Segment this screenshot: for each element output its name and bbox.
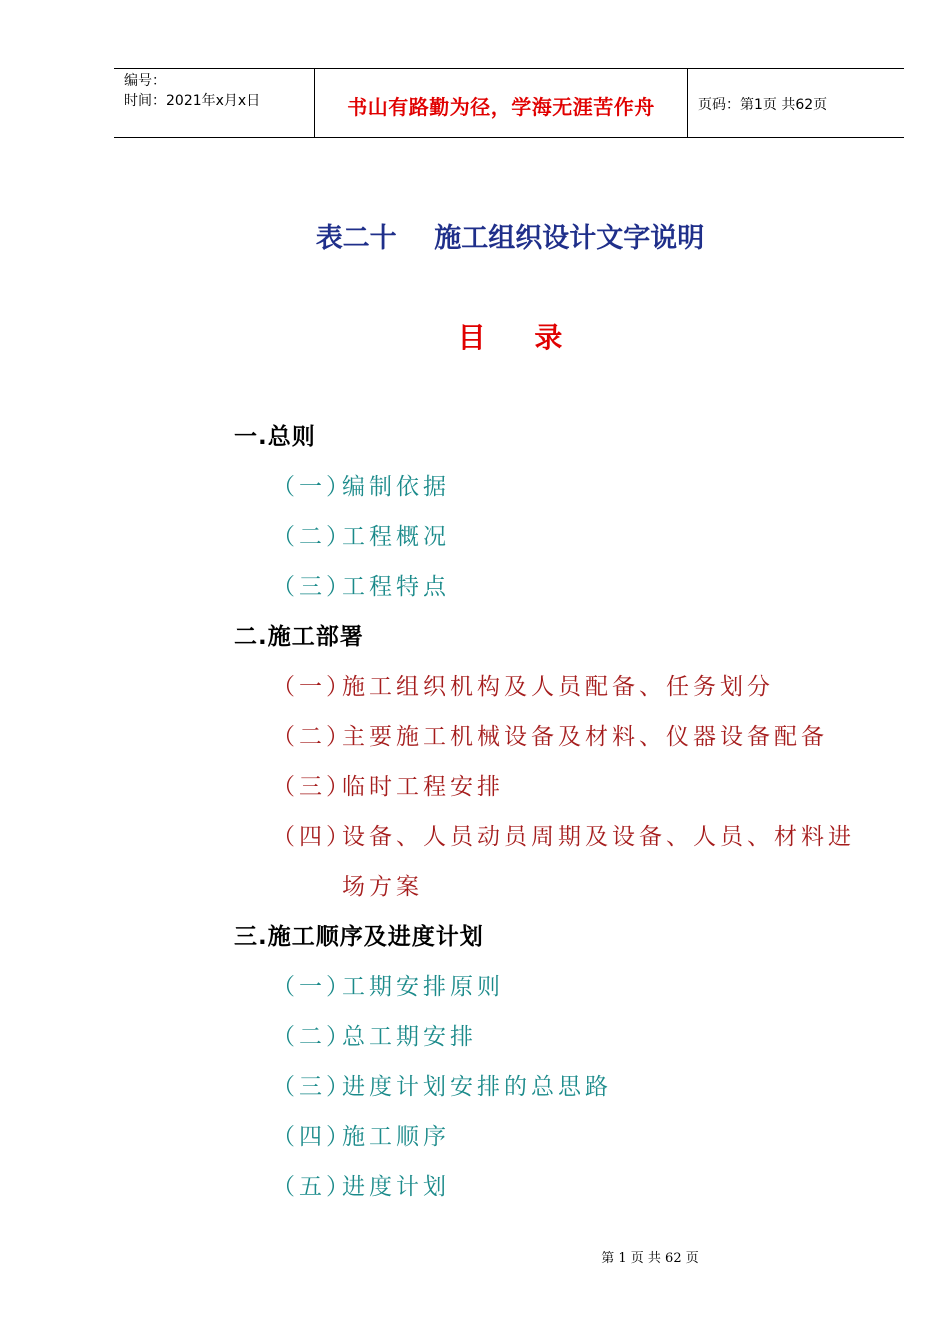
document-title: 表二十 施工组织设计文字说明: [315, 223, 705, 254]
header-meta-cell: [114, 69, 314, 137]
toc-item-text: 进度计划: [342, 1174, 450, 1200]
time-label: 时间：2021年x月x日: [124, 93, 261, 109]
toc-item-number: （一）: [272, 474, 353, 500]
toc-item[interactable]: [234, 662, 874, 712]
header-table: [114, 68, 904, 138]
toc-item[interactable]: [234, 1112, 874, 1162]
toc-item-number: （一）: [272, 674, 353, 700]
toc-item[interactable]: [234, 1062, 874, 1112]
toc-section-heading[interactable]: 三.施工顺序及进度计划: [234, 924, 484, 950]
toc-item-text: 临时工程安排: [342, 774, 504, 800]
toc-item[interactable]: [234, 1012, 874, 1062]
toc-item-text: 工程特点: [342, 574, 450, 600]
toc-item[interactable]: [234, 462, 874, 512]
header-motto-cell: [314, 69, 688, 137]
page-info: 页码：第1页 共62页: [698, 97, 828, 113]
toc-item[interactable]: [234, 962, 874, 1012]
toc-item-number: （一）: [272, 974, 353, 1000]
toc-item-text: 进度计划安排的总思路: [342, 1074, 612, 1100]
toc-item[interactable]: [234, 712, 874, 762]
toc-item[interactable]: [234, 812, 874, 912]
table-of-contents: [234, 412, 874, 1212]
toc-title: 目 录: [457, 321, 563, 354]
toc-item-number: （二）: [272, 724, 353, 750]
toc-section-heading[interactable]: 二.施工部署: [234, 624, 364, 650]
toc-section-heading[interactable]: 一.总则: [234, 424, 316, 450]
toc-item-text: 施工顺序: [342, 1124, 450, 1150]
toc-item-number: （五）: [272, 1174, 353, 1200]
toc-item-text: 主要施工机械设备及材料、仪器设备配备: [342, 724, 828, 750]
toc-item-text: 工期安排原则: [342, 974, 504, 1000]
toc-item-number: （三）: [272, 574, 353, 600]
toc-item-number: （四）: [272, 1124, 353, 1150]
toc-item-number: （三）: [272, 774, 353, 800]
toc-item-text: 设备、人员动员周期及设备、人员、材料进场方案: [342, 824, 855, 900]
toc-item-text: 施工组织机构及人员配备、任务划分: [342, 674, 774, 700]
header-page-cell: [688, 69, 904, 137]
toc-item-number: （三）: [272, 1074, 353, 1100]
toc-item[interactable]: [234, 762, 874, 812]
toc-item-text: 编制依据: [342, 474, 450, 500]
toc-item-number: （二）: [272, 524, 353, 550]
page-footer: 第 1 页 共 62 页: [601, 1251, 699, 1266]
motto: 书山有路勤为径，学海无涯苦作舟: [347, 94, 655, 119]
toc-item-number: （四）: [272, 824, 353, 850]
toc-item[interactable]: [234, 562, 874, 612]
toc-item-text: 工程概况: [342, 524, 450, 550]
toc-item-text: 总工期安排: [342, 1024, 477, 1050]
number-label: 编号：: [124, 73, 166, 89]
toc-item-number: （二）: [272, 1024, 353, 1050]
toc-item[interactable]: [234, 1162, 874, 1212]
toc-item[interactable]: [234, 512, 874, 562]
